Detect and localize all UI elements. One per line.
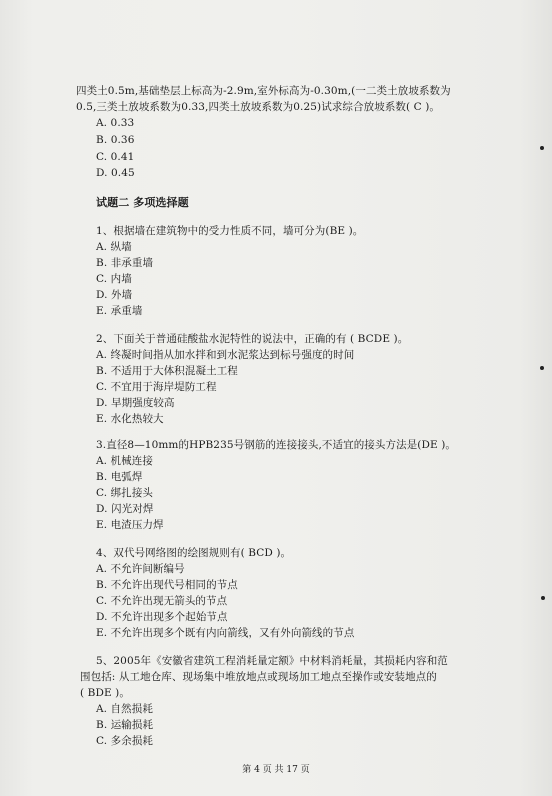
- q2-option-d: D. 早期强度较高: [96, 397, 175, 409]
- q3-option-b: B. 电弧焊: [96, 471, 143, 483]
- q5-option-a: A. 自然损耗: [96, 703, 153, 715]
- section-title: 试题二 多项选择题: [96, 196, 189, 209]
- prev-question-stem-line-1: 四类土0.5m,基础垫层上标高为-2.9m,室外标高为-0.30m,(一二类土放坡系数为: [76, 85, 451, 97]
- q4-option-e: E. 不允许出现多个既有内向箭线，又有外向箭线的节点: [96, 627, 355, 639]
- prev-question-option-a: A. 0.33: [96, 117, 135, 129]
- page-number-footer: 第 4 页 共 17 页: [242, 765, 310, 775]
- q5-stem-line-3: ( BDE )。: [80, 687, 130, 699]
- q1-option-d: D. 外墙: [96, 289, 133, 301]
- q2-option-e: E. 水化热较大: [96, 413, 164, 425]
- scan-mark-dot: [540, 146, 544, 150]
- q4-option-d: D. 不允许出现多个起始节点: [96, 611, 228, 623]
- q2-option-b: B. 不适用于大体积混凝土工程: [96, 365, 238, 377]
- q1-option-e: E. 承重墙: [96, 305, 143, 317]
- prev-question-stem-line-2: 0.5,三类土放坡系数为0.33,四类土放坡系数为0.25)试求综合放坡系数( C )。: [76, 101, 441, 113]
- q5-stem-line-2: 围包括: 从工地仓库、现场集中堆放地点或现场加工地点至操作或安装地点的: [80, 671, 437, 683]
- scan-mark-dot: [540, 366, 544, 370]
- q4-stem: 4、双代号网络图的绘图规则有( BCD )。: [96, 547, 292, 559]
- q2-option-c: C. 不宜用于海岸堤防工程: [96, 381, 217, 393]
- q1-option-c: C. 内墙: [96, 273, 132, 285]
- prev-question-option-c: C. 0.41: [96, 151, 135, 163]
- prev-question-option-d: D. 0.45: [96, 167, 135, 179]
- q5-stem-line-1: 5、2005年《安徽省建筑工程消耗量定额》中材料消耗量，其损耗内容和范: [96, 655, 448, 667]
- q3-option-d: D. 闪光对焊: [96, 503, 154, 515]
- q5-option-b: B. 运输损耗: [96, 719, 154, 731]
- q1-option-b: B. 非承重墙: [96, 257, 154, 269]
- q1-option-a: A. 纵墙: [96, 241, 132, 253]
- q3-option-e: E. 电渣压力焊: [96, 519, 164, 531]
- q4-option-b: B. 不允许出现代号相同的节点: [96, 579, 238, 591]
- q5-option-c: C. 多余损耗: [96, 735, 154, 747]
- q3-option-c: C. 绑扎接头: [96, 487, 154, 499]
- q3-option-a: A. 机械连接: [96, 455, 153, 467]
- q4-option-a: A. 不允许间断编号: [96, 563, 185, 575]
- q2-option-a: A. 终凝时间指从加水拌和到水泥浆达到标号强度的时间: [96, 349, 355, 361]
- scan-mark-dot: [541, 596, 545, 600]
- q3-stem: 3.直径8—10mm的HPB235号钢筋的连接接头,不适宜的接头方法是(DE )。: [96, 439, 457, 451]
- prev-question-option-b: B. 0.36: [96, 134, 135, 146]
- q2-stem: 2、下面关于普通硅酸盐水泥特性的说法中，正确的有 ( BCDE )。: [96, 333, 409, 345]
- q1-stem: 1、根据墙在建筑物中的受力性质不同，墙可分为(BE )。: [96, 225, 364, 237]
- q4-option-c: C. 不允许出现无箭头的节点: [96, 595, 228, 607]
